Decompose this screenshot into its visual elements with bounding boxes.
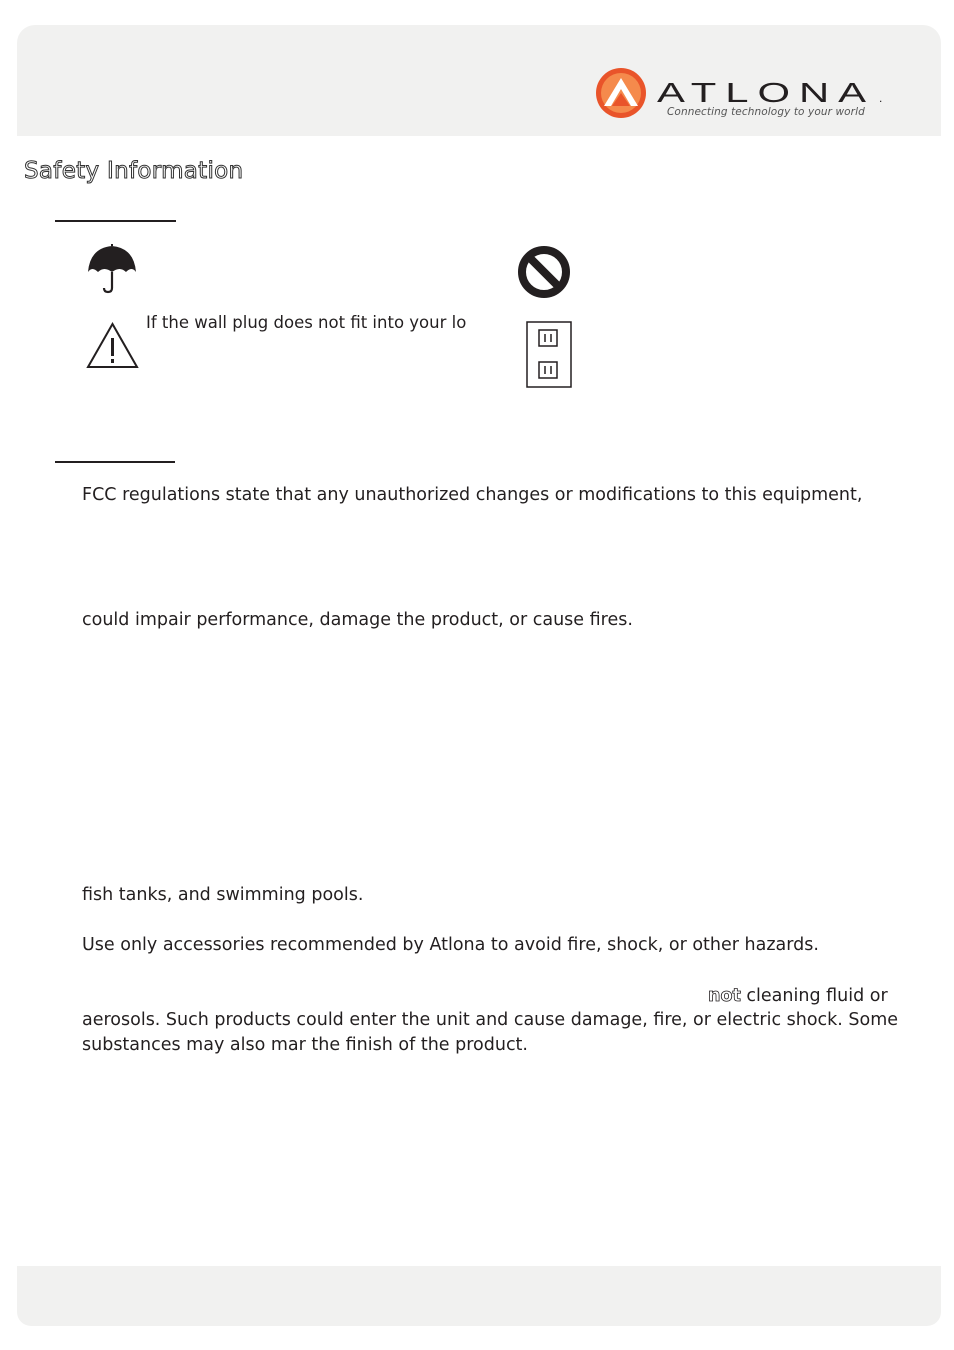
atlona-logo-icon xyxy=(594,66,648,120)
fcc-text: FCC regulations state that any unauthorized changes or modifications to this equipment, xyxy=(82,485,863,505)
impair-text: could impair performance, damage the product, or cause fires. xyxy=(82,610,633,630)
emphasis-not: not xyxy=(708,986,741,1006)
cleaning-text xyxy=(708,985,888,1007)
brand-tagline: Connecting technology to your world xyxy=(667,106,865,118)
water-text: fish tanks, and swimming pools. xyxy=(82,885,364,905)
umbrella-icon xyxy=(86,244,138,294)
cleaning-tail: cleaning fluid or xyxy=(740,986,888,1006)
plug-warning-text: If the wall plug does not fit into your lo xyxy=(146,313,467,332)
section-rule xyxy=(55,461,175,463)
registered-mark: . xyxy=(879,91,883,105)
section-rule xyxy=(55,220,176,222)
warning-triangle-icon xyxy=(86,322,139,369)
page-title: Safety Information xyxy=(24,158,244,184)
aerosols-text: aerosols. Such products could enter the unit and cause damage, fire, or electric shock. Some xyxy=(82,1010,899,1030)
substances-text: substances may also mar the finish of the product. xyxy=(82,1035,528,1055)
brand-name: ATLONA xyxy=(657,78,875,106)
brand-wordmark xyxy=(657,78,887,106)
accessories-text: Use only accessories recommended by Atlona to avoid fire, shock, or other hazards. xyxy=(82,935,819,955)
prohibited-icon xyxy=(517,245,571,299)
wall-outlet-icon xyxy=(526,321,572,388)
footer-band xyxy=(17,1266,941,1326)
